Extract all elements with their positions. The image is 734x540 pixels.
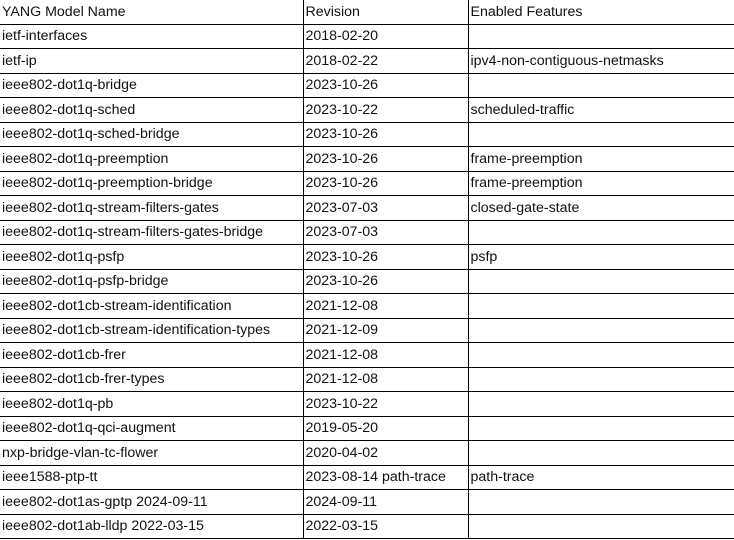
- model-name-cell: ieee802-dot1q-psfp: [0, 245, 303, 270]
- model-name-cell: ieee802-dot1q-preemption-bridge: [0, 171, 303, 196]
- header-enabled-features: Enabled Features: [468, 0, 734, 24]
- enabled-features-cell: [468, 367, 734, 392]
- revision-cell: 2023-08-14 path-trace: [303, 465, 468, 490]
- revision-cell: 2020-04-02: [303, 441, 468, 466]
- table-row: [0, 294, 734, 319]
- table-row: [0, 49, 734, 74]
- table-row: [0, 269, 734, 294]
- enabled-features-cell: [468, 392, 734, 417]
- enabled-features-cell: scheduled-traffic: [468, 98, 734, 123]
- header-revision: Revision: [303, 0, 468, 24]
- table-row: [0, 98, 734, 123]
- table-row: [0, 343, 734, 368]
- table-row: [0, 392, 734, 417]
- enabled-features-cell: closed-gate-state: [468, 196, 734, 221]
- model-name-cell: ieee802-dot1ab-lldp 2022-03-15: [0, 514, 303, 539]
- enabled-features-cell: frame-preemption: [468, 147, 734, 172]
- revision-cell: 2022-03-15: [303, 514, 468, 539]
- revision-cell: 2018-02-20: [303, 24, 468, 49]
- table-row: [0, 416, 734, 441]
- table-row: [0, 24, 734, 49]
- table-row: [0, 441, 734, 466]
- revision-cell: 2021-12-08: [303, 367, 468, 392]
- revision-cell: 2024-09-11: [303, 490, 468, 515]
- enabled-features-cell: [468, 490, 734, 515]
- table-row: [0, 490, 734, 515]
- model-name-cell: ieee1588-ptp-tt: [0, 465, 303, 490]
- revision-cell: 2023-10-26: [303, 147, 468, 172]
- table-row: [0, 245, 734, 270]
- model-name-cell: ieee802-dot1q-sched: [0, 98, 303, 123]
- enabled-features-cell: [468, 343, 734, 368]
- revision-cell: 2023-10-26: [303, 73, 468, 98]
- enabled-features-cell: [468, 220, 734, 245]
- revision-cell: 2021-12-08: [303, 343, 468, 368]
- header-row: [0, 0, 734, 24]
- enabled-features-cell: [468, 441, 734, 466]
- table-row: [0, 147, 734, 172]
- revision-cell: 2023-10-22: [303, 98, 468, 123]
- model-name-cell: ietf-interfaces: [0, 24, 303, 49]
- revision-cell: 2023-10-26: [303, 269, 468, 294]
- enabled-features-cell: [468, 269, 734, 294]
- enabled-features-cell: psfp: [468, 245, 734, 270]
- model-name-cell: ieee802-dot1q-stream-filters-gates-bridge: [0, 220, 303, 245]
- table-row: [0, 196, 734, 221]
- model-name-cell: ieee802-dot1q-bridge: [0, 73, 303, 98]
- revision-cell: 2021-12-08: [303, 294, 468, 319]
- enabled-features-cell: [468, 122, 734, 147]
- enabled-features-cell: [468, 24, 734, 49]
- table-row: [0, 367, 734, 392]
- revision-cell: 2023-10-26: [303, 122, 468, 147]
- model-name-cell: nxp-bridge-vlan-tc-flower: [0, 441, 303, 466]
- model-name-cell: ieee802-dot1cb-stream-identification: [0, 294, 303, 319]
- table-row: [0, 514, 734, 539]
- model-name-cell: ieee802-dot1q-pb: [0, 392, 303, 417]
- enabled-features-cell: ipv4-non-contiguous-netmasks: [468, 49, 734, 74]
- table-row: [0, 220, 734, 245]
- revision-cell: 2023-07-03: [303, 196, 468, 221]
- model-name-cell: ieee802-dot1q-stream-filters-gates: [0, 196, 303, 221]
- model-name-cell: ieee802-dot1q-qci-augment: [0, 416, 303, 441]
- revision-cell: 2019-05-20: [303, 416, 468, 441]
- model-name-cell: ieee802-dot1cb-frer: [0, 343, 303, 368]
- enabled-features-cell: [468, 514, 734, 539]
- enabled-features-cell: [468, 416, 734, 441]
- table-row: [0, 318, 734, 343]
- enabled-features-cell: [468, 294, 734, 319]
- header-yang-model-name: YANG Model Name: [0, 0, 303, 24]
- model-name-cell: ieee802-dot1as-gptp 2024-09-11: [0, 490, 303, 515]
- model-name-cell: ieee802-dot1q-psfp-bridge: [0, 269, 303, 294]
- revision-cell: 2021-12-09: [303, 318, 468, 343]
- model-name-cell: ieee802-dot1q-preemption: [0, 147, 303, 172]
- model-name-cell: ieee802-dot1cb-stream-identification-types: [0, 318, 303, 343]
- enabled-features-cell: path-trace: [468, 465, 734, 490]
- table-row: [0, 122, 734, 147]
- enabled-features-cell: [468, 73, 734, 98]
- enabled-features-cell: frame-preemption: [468, 171, 734, 196]
- revision-cell: 2023-07-03: [303, 220, 468, 245]
- revision-cell: 2018-02-22: [303, 49, 468, 74]
- enabled-features-cell: [468, 318, 734, 343]
- revision-cell: 2023-10-26: [303, 245, 468, 270]
- model-name-cell: ieee802-dot1cb-frer-types: [0, 367, 303, 392]
- revision-cell: 2023-10-22: [303, 392, 468, 417]
- table-row: [0, 465, 734, 490]
- table-row: [0, 73, 734, 98]
- model-name-cell: ieee802-dot1q-sched-bridge: [0, 122, 303, 147]
- revision-cell: 2023-10-26: [303, 171, 468, 196]
- model-name-cell: ietf-ip: [0, 49, 303, 74]
- table-row: [0, 171, 734, 196]
